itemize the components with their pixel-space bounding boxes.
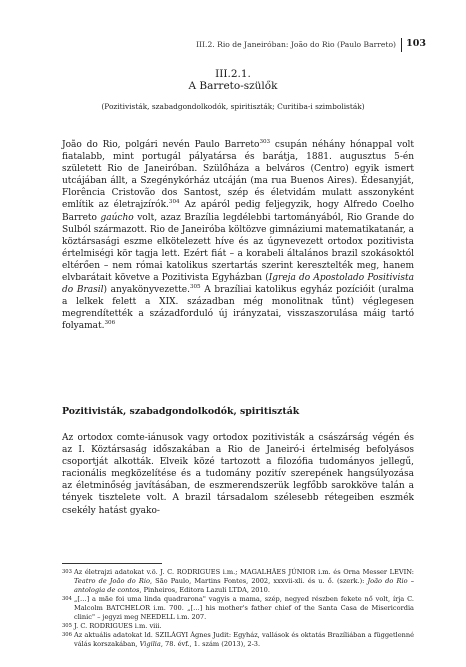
footnote-divider [62,563,162,564]
running-head [0,38,466,52]
section-heading: Pozitivisták, szabadgondolkodók, spiritiszták [62,406,300,417]
footnote-ref-303[interactable]: 303 [259,139,271,145]
paragraph-positivists: Az ortodox comte-iánusok vagy ortodox pozitivisták a császárság végén és az I. Köztársaság időszakában a Rio de Janeiró-i értelmiség befolyásos csoportját alkották. Elveik közé tartozott a filozófia tudományos jellegű, racionális megközelítése és a tudomány pozitív szerepének hangsúlyozása az életminőség javításában, de eszmerendszerük legfőbb sarokköve talán a tények tisztelete volt. A brazil társadalom szélesebb rétegeiben eszmék csekély hatást gyako- [62,433,414,516]
footnote-305: 305 J. C. RODRIGUES i.m. viii. [62,622,162,630]
footnote-304: 304 „[…] a mãe foi uma linda quadrarona" vagyis a mama, szép, negyed részben fekete nő volt, írja C. Malcolm BATCHELOR i.m. 700. „[…] his mother's father chief of the Santa Casa de Misericordia clinic" – jegyzi meg NEEDELL i.m. 207. [62,595,414,621]
footnote-306: 306 Az aktuális adatokat ld. SZILÁGYI Ágnes Judit: Egyház, vallások és oktatás Brazíliában a függetlenné válás korszakában, Vigilia, 78. évf., 1. szám (2013), 2-3. [62,631,414,648]
running-head-title: III.2. Rio de Janeiróban: João do Rio (Paulo Barreto) [196,40,396,49]
paragraph-barreto-biography: João do Rio, polgári nevén Paulo Barreto$^{303}$ csupán néhány hónappal volt fiatalabb, mint portugál pályatársa és barátja, 1881. augusztus 5-én született Rio de Janeiróban. Szülőháza a belváros (Centro) egyik ismert utcájában állt, a Szegénykórház utcáján (ma rua Buenos Aires). Édesanyját, Florência Cristovão dos Santost, szép és életvidám mulatt asszonyként említik az életrajzírók.$^{304}$ Az apáról pedig feljegyzik, hogy Alfredo Coelho Barreto gaúcho volt, azaz Brazília legdélebbi tartományából, Rio Grande do Sulból származott. Rio de Janeiróba költözve gimnáziumi matematikatanár, a köztársasági eszme elkötelezett híve és az úgynevezett ortodox pozitivista értelmiségi kör tagja lett. Ezért fiát – a korabeli általános brazil szokásoktól eltérően – nem római katolikus szertartás szerint keresztelték meg, hanem elvbarátait követve a Pozitivista Egyházban (Igreja do Apostolado Positivista do Brasil) anyakönyvezette.$^{305}$ A brazíliai katolikus egyház pozícióit (uralma a lelkek felett a XIX. században még monolitnak tűnt) véglegesen megrendítették a századforduló új irányzatai, visszaszorulása máig tartó folyamat.$^{306}$ [62,139,415,332]
footnote-303: 303 Az életrajzi adatokat v.ö. J. C. RODRIGUES i.m.; MAGALHÃES JÚNIOR i.m. és Orna Messer LEVIN: Teatro de João do Rio, São Paulo, Martins Fontes, 2002, xxxvii-xli. és u. ő. (szerk.): João do Rio – antologia de contos, Pinheiros, Editora Lazuli LTDA, 2010. [62,568,414,594]
chapter-number: III.2.1. [215,68,251,80]
page-number: 103 [406,38,426,49]
footnote-ref-304[interactable]: 304 [168,199,180,206]
chapter-subtitle: (Pozitivisták, szabadgondolkodók, spiritiszták; Curitiba-i szimbolisták) [101,102,365,111]
running-head-divider [401,38,402,52]
footnote-ref-306[interactable]: 306 [104,320,116,327]
footnotes [62,568,414,649]
chapter-title: A Barreto-szülők [188,80,278,92]
footnote-ref-305[interactable]: 305 [189,284,201,291]
